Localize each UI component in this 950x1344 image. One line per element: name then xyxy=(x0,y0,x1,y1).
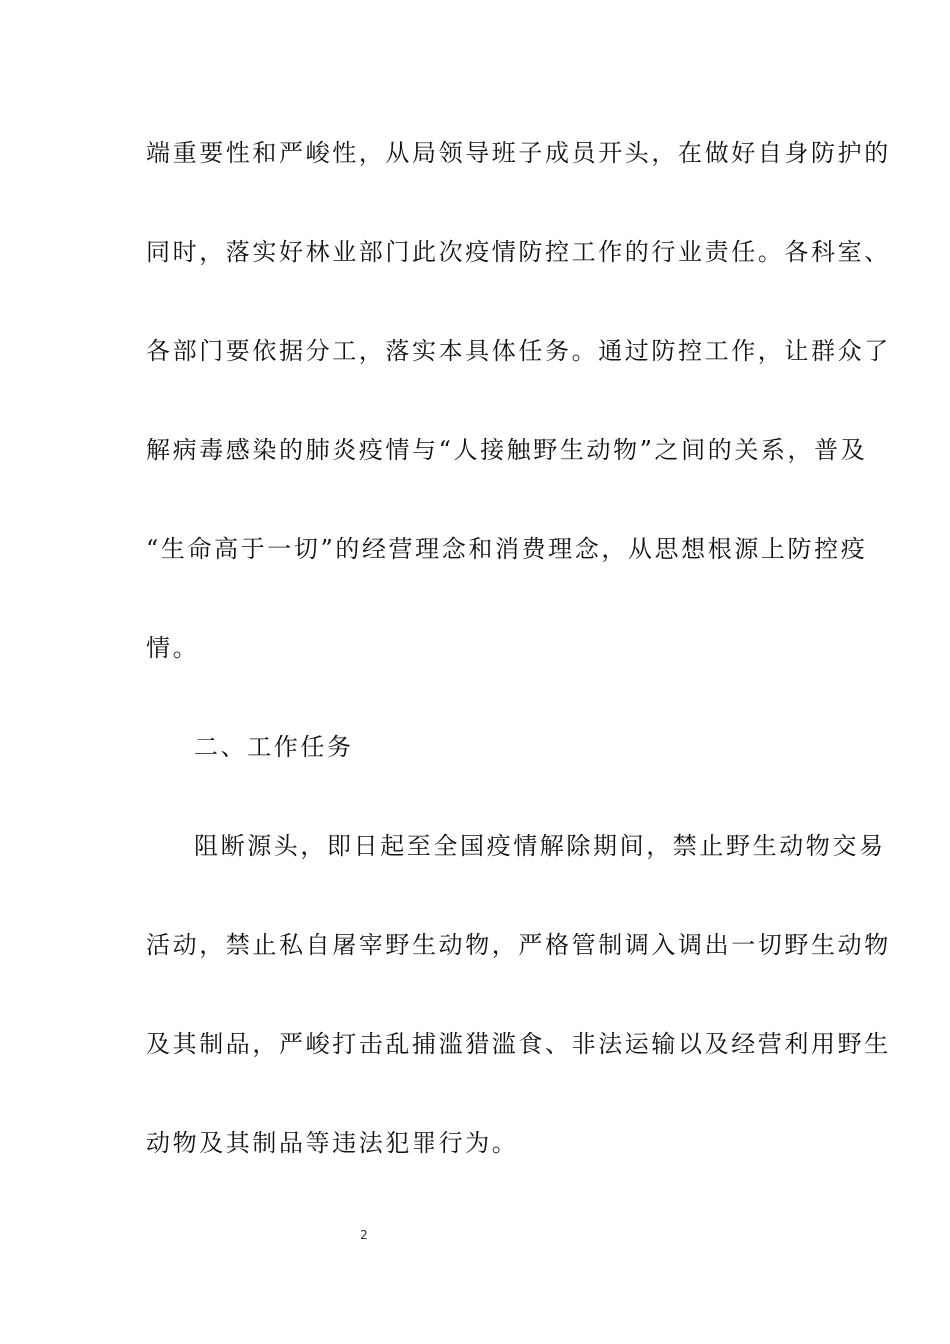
paragraph-line: 活动，禁止私自屠宰野生动物，严格管制调入调出一切野生动物 xyxy=(146,931,891,959)
paragraph-line: 端重要性和严峻性，从局领导班子成员开头，在做好自身防护的 xyxy=(146,139,891,167)
paragraph-line: 情。 xyxy=(146,634,200,662)
paragraph-line: 各部门要依据分工，落实本具体任务。通过防控工作，让群众了 xyxy=(146,337,891,365)
section-heading: 二、工作任务 xyxy=(194,733,354,761)
paragraph-line: 阻断源头，即日起至全国疫情解除期间，禁止野生动物交易 xyxy=(194,832,886,860)
paragraph-line: 及其制品，严峻打击乱捕滥猎滥食、非法运输以及经营利用野生 xyxy=(146,1030,891,1058)
page-number: 2 xyxy=(360,1228,368,1242)
paragraph-line: 解病毒感染的肺炎疫情与“人接触野生动物”之间的关系，普及 xyxy=(146,436,868,464)
paragraph-line: 同时，落实好林业部门此次疫情防控工作的行业责任。各科室、 xyxy=(146,238,891,266)
paragraph-line: “生命高于一切”的经营理念和消费理念，从思想根源上防控疫 xyxy=(146,535,868,563)
paragraph-line: 动物及其制品等违法犯罪行为。 xyxy=(146,1129,519,1157)
